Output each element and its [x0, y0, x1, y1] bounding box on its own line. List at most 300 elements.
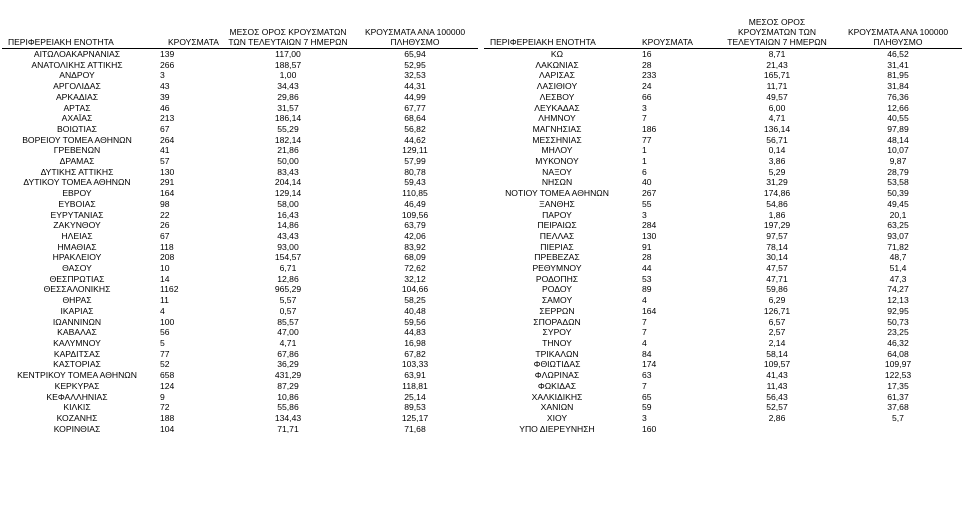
- region-cell: ΑΝΔΡΟΥ: [59, 70, 95, 81]
- avg7-cell: 11,43: [766, 380, 788, 391]
- per100k-cell: 12,66: [887, 102, 909, 113]
- region-cell: ΘΗΡΑΣ: [62, 295, 92, 306]
- header-cases: ΚΡΟΥΣΜΑΤΑ: [630, 4, 720, 49]
- table-row: [2, 60, 478, 71]
- cases-cell: 7: [642, 113, 647, 124]
- avg7-cell: 134,43: [274, 412, 302, 423]
- avg7-cell: 36,29: [277, 359, 299, 370]
- cases-cell: 14: [160, 273, 170, 284]
- per100k-cell: 53,58: [887, 177, 909, 188]
- avg7-cell: 129,14: [274, 188, 302, 199]
- region-cell: ΔΥΤΙΚΟΥ ΤΟΜΕΑ ΑΘΗΝΩΝ: [23, 177, 131, 188]
- cases-cell: 100: [160, 316, 175, 327]
- avg7-cell: 85,57: [277, 316, 299, 327]
- cases-cell: 7: [642, 316, 647, 327]
- table-row: [484, 231, 962, 242]
- avg7-cell: 54,86: [766, 198, 788, 209]
- cases-cell: 264: [160, 134, 175, 145]
- left-header-row: [2, 4, 478, 49]
- header-avg7: ΜΕΣΟΣ ΟΡΟΣ ΚΡΟΥΣΜΑΤΩΝ ΤΩΝ ΤΕΛΕΥΤΑΙΩΝ 7 ΗΜΕΡΩΝ: [720, 4, 834, 49]
- per100k-cell: 5,7: [892, 412, 904, 423]
- avg7-cell: 126,71: [763, 305, 791, 316]
- region-cell: ΜΥΚΟΝΟΥ: [535, 156, 579, 167]
- cases-cell: 188: [160, 412, 175, 423]
- avg7-cell: 154,57: [274, 252, 302, 263]
- per100k-cell: 104,66: [401, 284, 429, 295]
- table-row: [2, 231, 478, 242]
- header-avg7: ΜΕΣΟΣ ΟΡΟΣ ΚΡΟΥΣΜΑΤΩΝ ΤΩΝ ΤΕΛΕΥΤΑΙΩΝ 7 ΗΜΕΡΩΝ: [224, 4, 352, 49]
- avg7-cell: 2,86: [768, 412, 786, 423]
- per100k-cell: 25,14: [404, 391, 426, 402]
- per100k-cell: 46,49: [404, 198, 426, 209]
- per100k-cell: 67,77: [404, 102, 426, 113]
- cases-cell: 22: [160, 209, 170, 220]
- cases-cell: 213: [160, 113, 175, 124]
- cases-cell: 89: [642, 284, 652, 295]
- table-row: [484, 188, 962, 199]
- per100k-cell: 31,84: [887, 81, 909, 92]
- per100k-cell: 64,08: [887, 348, 909, 359]
- region-cell: ΠΡΕΒΕΖΑΣ: [534, 252, 580, 263]
- table-row: [2, 392, 478, 403]
- avg7-cell: 12,86: [277, 273, 299, 284]
- cases-cell: 4: [160, 305, 165, 316]
- table-row: [484, 284, 962, 295]
- avg7-cell: 4,71: [768, 113, 786, 124]
- per100k-cell: 68,09: [404, 252, 426, 263]
- region-cell: ΧΑΛΚΙΔΙΚΗΣ: [531, 391, 583, 402]
- region-cell: ΓΡΕΒΕΝΩΝ: [53, 145, 101, 156]
- region-cell: ΡΟΔΟΠΗΣ: [535, 273, 579, 284]
- table-row: [484, 177, 962, 188]
- avg7-cell: 50,00: [277, 156, 299, 167]
- cases-cell: 28: [642, 59, 652, 70]
- table-row: [484, 220, 962, 231]
- cases-cell: 9: [160, 391, 165, 402]
- per100k-cell: 28,79: [887, 166, 909, 177]
- cases-cell: 41: [160, 145, 170, 156]
- avg7-cell: 0,14: [768, 145, 786, 156]
- avg7-cell: 1,00: [279, 70, 297, 81]
- avg7-cell: 83,43: [277, 166, 299, 177]
- table-row: [484, 49, 962, 60]
- per100k-cell: 93,07: [887, 230, 909, 241]
- cases-cell: 53: [642, 273, 652, 284]
- region-cell: ΚΑΒΑΛΑΣ: [57, 327, 97, 338]
- region-cell: ΔΡΑΜΑΣ: [59, 156, 95, 167]
- region-cell: ΚΕΡΚΥΡΑΣ: [54, 380, 100, 391]
- per100k-cell: 76,36: [887, 91, 909, 102]
- table-row: [484, 274, 962, 285]
- region-cell: ΑΡΓΟΛΙΔΑΣ: [53, 81, 101, 92]
- cases-cell: 160: [642, 423, 657, 434]
- table-row: [2, 327, 478, 338]
- region-cell: ΒΟΡΕΙΟΥ ΤΟΜΕΑ ΑΘΗΝΩΝ: [22, 134, 132, 145]
- avg7-cell: 431,29: [274, 370, 302, 381]
- table-row: [484, 306, 962, 317]
- region-cell: ΚΑΣΤΟΡΙΑΣ: [53, 359, 101, 370]
- region-cell: ΑΝΑΤΟΛΙΚΗΣ ΑΤΤΙΚΗΣ: [31, 59, 123, 70]
- table-row: [484, 210, 962, 221]
- cases-cell: 98: [160, 198, 170, 209]
- cases-cell: 284: [642, 220, 657, 231]
- avg7-cell: 56,43: [766, 391, 788, 402]
- table-row: [2, 370, 478, 381]
- avg7-cell: 55,29: [277, 123, 299, 134]
- avg7-cell: 34,43: [277, 81, 299, 92]
- cases-cell: 65: [642, 391, 652, 402]
- avg7-cell: 47,00: [277, 327, 299, 338]
- region-cell: ΛΑΣΙΘΙΟΥ: [536, 81, 578, 92]
- per100k-cell: 103,33: [401, 359, 429, 370]
- avg7-cell: 29,86: [277, 91, 299, 102]
- per100k-cell: 47,3: [889, 273, 907, 284]
- table-row: [2, 220, 478, 231]
- per100k-cell: 109,97: [884, 359, 912, 370]
- cases-cell: 130: [642, 230, 657, 241]
- cases-cell: 4: [642, 337, 647, 348]
- per100k-cell: 59,56: [404, 316, 426, 327]
- table-row: [484, 124, 962, 135]
- per100k-cell: 20,1: [889, 209, 907, 220]
- per100k-cell: 80,78: [404, 166, 426, 177]
- avg7-cell: 6,57: [768, 316, 786, 327]
- region-cell: ΡΟΔΟΥ: [542, 284, 572, 295]
- avg7-cell: 182,14: [274, 134, 302, 145]
- avg7-cell: 0,57: [279, 305, 297, 316]
- region-cell: ΕΒΡΟΥ: [62, 188, 92, 199]
- region-cell: ΘΑΣΟΥ: [62, 263, 92, 274]
- region-cell: ΞΑΝΘΗΣ: [539, 198, 575, 209]
- table-row: [484, 156, 962, 167]
- table-row: [2, 424, 478, 435]
- cases-cell: 1: [642, 156, 647, 167]
- cases-cell: 77: [642, 134, 652, 145]
- avg7-cell: 965,29: [274, 284, 302, 295]
- cases-cell: 10: [160, 263, 170, 274]
- avg7-cell: 165,71: [763, 70, 791, 81]
- table-row: [2, 199, 478, 210]
- cases-cell: 39: [160, 91, 170, 102]
- right-table-body: [484, 49, 962, 435]
- per100k-cell: 40,48: [404, 305, 426, 316]
- region-cell: ΚΙΛΚΙΣ: [63, 402, 91, 413]
- table-row: [2, 349, 478, 360]
- cases-cell: 164: [642, 305, 657, 316]
- avg7-cell: 71,71: [277, 423, 299, 434]
- table-row: [2, 167, 478, 178]
- avg7-cell: 93,00: [277, 241, 299, 252]
- per100k-cell: 12,13: [887, 295, 909, 306]
- cases-cell: 5: [160, 337, 165, 348]
- cases-cell: 208: [160, 252, 175, 263]
- region-cell: ΗΜΑΘΙΑΣ: [57, 241, 97, 252]
- avg7-cell: 78,14: [766, 241, 788, 252]
- cases-cell: 130: [160, 166, 175, 177]
- table-row: [484, 81, 962, 92]
- avg7-cell: 197,29: [763, 220, 791, 231]
- table-row: [2, 92, 478, 103]
- cases-cell: 59: [642, 402, 652, 413]
- cases-cell: 291: [160, 177, 175, 188]
- region-cell: ΛΕΣΒΟΥ: [539, 91, 575, 102]
- per100k-cell: 89,53: [404, 402, 426, 413]
- region-cell: ΜΕΣΣΗΝΙΑΣ: [532, 134, 582, 145]
- region-cell: ΠΙΕΡΙΑΣ: [540, 241, 574, 252]
- cases-cell: 16: [642, 49, 652, 59]
- per100k-cell: 58,25: [404, 295, 426, 306]
- per100k-cell: 37,68: [887, 402, 909, 413]
- cases-cell: 233: [642, 70, 657, 81]
- per100k-cell: [834, 424, 962, 435]
- avg7-cell: 117,00: [275, 49, 301, 59]
- region-cell: ΗΛΕΙΑΣ: [61, 230, 93, 241]
- avg7-cell: 174,86: [763, 188, 791, 199]
- avg7-cell: 11,71: [766, 81, 788, 92]
- per100k-cell: 32,12: [404, 273, 426, 284]
- right-header-row: [484, 4, 962, 49]
- table-row: [484, 113, 962, 124]
- avg7-cell: 67,86: [277, 348, 299, 359]
- table-row: [2, 306, 478, 317]
- avg7-cell: 59,86: [766, 284, 788, 295]
- table-row: [2, 81, 478, 92]
- region-cell: ΝΗΣΩΝ: [541, 177, 573, 188]
- region-cell: ΤΡΙΚΑΛΩΝ: [535, 348, 579, 359]
- table-row: [2, 210, 478, 221]
- per100k-cell: 59,43: [404, 177, 426, 188]
- cases-cell: 52: [160, 359, 170, 370]
- table-row: [484, 135, 962, 146]
- per100k-cell: 65,94: [404, 49, 426, 59]
- avg7-cell: 2,57: [768, 327, 786, 338]
- region-cell: ΜΗΛΟΥ: [541, 145, 573, 156]
- table-row: [2, 135, 478, 146]
- per100k-cell: 10,07: [887, 145, 909, 156]
- cases-cell: 11: [160, 295, 169, 306]
- table-row: [484, 413, 962, 424]
- per100k-cell: 68,64: [404, 113, 426, 124]
- region-cell: ΒΟΙΩΤΙΑΣ: [57, 123, 97, 134]
- per100k-cell: 109,56: [401, 209, 429, 220]
- avg7-cell: 47,71: [766, 273, 788, 284]
- cases-cell: 3: [642, 209, 647, 220]
- avg7-cell: 14,86: [277, 220, 299, 231]
- avg7-cell: 55,86: [277, 402, 299, 413]
- cases-cell: 91: [642, 241, 652, 252]
- per100k-cell: 74,27: [887, 284, 909, 295]
- avg7-cell: 1,86: [768, 209, 786, 220]
- region-cell: ΤΗΝΟΥ: [542, 337, 572, 348]
- cases-cell: 3: [642, 102, 647, 113]
- cases-cell: 1: [642, 145, 647, 156]
- cases-cell: 40: [642, 177, 652, 188]
- header-region: ΠΕΡΙΦΕΡΕΙΑΚΗ ΕΝΟΤΗΤΑ: [2, 4, 152, 49]
- per100k-cell: 56,82: [404, 123, 426, 134]
- table-row: [2, 242, 478, 253]
- table-row: [2, 49, 478, 60]
- per100k-cell: 81,95: [887, 70, 909, 81]
- table-row: [484, 317, 962, 328]
- avg7-cell: 49,57: [766, 91, 788, 102]
- cases-cell: 3: [160, 70, 165, 81]
- region-cell: ΜΑΓΝΗΣΙΑΣ: [532, 123, 582, 134]
- cases-cell: 66: [642, 91, 652, 102]
- region-cell: ΚΩ: [550, 49, 564, 59]
- region-cell: ΠΑΡΟΥ: [542, 209, 572, 220]
- region-cell: ΚΑΛΥΜΝΟΥ: [53, 337, 101, 348]
- table-row: [484, 70, 962, 81]
- per100k-cell: 63,79: [404, 220, 426, 231]
- cases-cell: 44: [642, 263, 652, 274]
- region-cell: ΚΕΝΤΡΙΚΟΥ ΤΟΜΕΑ ΑΘΗΝΩΝ: [17, 370, 137, 381]
- per100k-cell: 31,41: [887, 59, 909, 70]
- cases-cell: 267: [642, 188, 657, 199]
- avg7-cell: 6,71: [279, 263, 297, 274]
- region-cell: ΦΩΚΙΔΑΣ: [537, 380, 577, 391]
- per100k-cell: 129,11: [402, 145, 428, 156]
- region-cell: ΣΑΜΟΥ: [541, 295, 573, 306]
- per100k-cell: 44,99: [404, 91, 426, 102]
- table-row: [2, 70, 478, 81]
- avg7-cell: 186,14: [274, 113, 302, 124]
- cases-cell: 104: [160, 423, 175, 434]
- cases-cell: 658: [160, 370, 175, 381]
- table-row: [2, 402, 478, 413]
- table-row: [484, 167, 962, 178]
- per100k-cell: 118,81: [402, 380, 428, 391]
- header-per100k: ΚΡΟΥΣΜΑΤΑ ΑΝΑ 100000 ΠΛΗΘΥΣΜΟ: [352, 4, 478, 49]
- table-row: [2, 413, 478, 424]
- table-row: [2, 284, 478, 295]
- region-cell: ΛΗΜΝΟΥ: [538, 113, 576, 124]
- avg7-cell: 136,14: [763, 123, 791, 134]
- table-row: [2, 103, 478, 114]
- table-row: [484, 370, 962, 381]
- region-cell: ΧΑΝΙΩΝ: [540, 402, 574, 413]
- avg7-cell: 21,43: [766, 59, 788, 70]
- per100k-cell: 44,31: [404, 81, 426, 92]
- region-cell: ΣΠΟΡΑΔΩΝ: [533, 316, 581, 327]
- per100k-cell: 50,39: [887, 188, 909, 199]
- table-row: [484, 359, 962, 370]
- per100k-cell: 50,73: [887, 316, 909, 327]
- per100k-cell: 92,95: [887, 305, 909, 316]
- avg7-cell: 109,57: [763, 359, 791, 370]
- per100k-cell: 110,85: [402, 188, 428, 199]
- right-table: [484, 4, 962, 434]
- table-row: [2, 188, 478, 199]
- per100k-cell: 71,82: [887, 241, 909, 252]
- avg7-cell: 5,29: [768, 166, 786, 177]
- table-row: [2, 113, 478, 124]
- per100k-cell: 71,68: [404, 423, 426, 434]
- cases-cell: 7: [642, 327, 647, 338]
- table-row: [484, 103, 962, 114]
- table-row: [484, 263, 962, 274]
- region-cell: ΚΕΦΑΛΛΗΝΙΑΣ: [46, 391, 108, 402]
- region-cell: ΕΥΒΟΙΑΣ: [58, 198, 96, 209]
- cases-cell: 43: [160, 81, 170, 92]
- region-cell: ΕΥΡΥΤΑΝΙΑΣ: [50, 209, 104, 220]
- cases-cell: 63: [642, 370, 652, 381]
- cases-cell: 46: [160, 102, 170, 113]
- cases-cell: 56: [160, 327, 170, 338]
- per100k-cell: 9,87: [889, 156, 907, 167]
- region-cell: ΚΟΡΙΝΘΙΑΣ: [53, 423, 101, 434]
- table-row: [484, 402, 962, 413]
- table-row: [484, 92, 962, 103]
- table-row: [484, 252, 962, 263]
- region-cell: ΘΕΣΠΡΩΤΙΑΣ: [49, 273, 105, 284]
- cases-cell: 118: [160, 241, 174, 252]
- per100k-cell: 67,82: [404, 348, 426, 359]
- avg7-cell: 6,29: [768, 295, 786, 306]
- cases-cell: 72: [160, 402, 170, 413]
- avg7-cell: 4,71: [279, 337, 297, 348]
- table-row: [2, 381, 478, 392]
- avg7-cell: 10,86: [277, 391, 299, 402]
- table-row: [2, 263, 478, 274]
- left-table-body: [2, 49, 478, 435]
- avg7-cell: [720, 424, 834, 435]
- per100k-cell: 44,83: [404, 327, 426, 338]
- avg7-cell: 56,71: [766, 134, 788, 145]
- per100k-cell: 122,53: [884, 370, 912, 381]
- avg7-cell: 43,43: [277, 230, 299, 241]
- avg7-cell: 87,29: [277, 380, 299, 391]
- avg7-cell: 31,29: [766, 177, 788, 188]
- table-row: [484, 424, 962, 435]
- cases-cell: 139: [160, 49, 175, 59]
- table-row: [484, 338, 962, 349]
- cases-cell: 1162: [160, 284, 179, 295]
- table-row: [484, 145, 962, 156]
- region-cell: ΚΑΡΔΙΤΣΑΣ: [53, 348, 101, 359]
- avg7-cell: 58,14: [766, 348, 788, 359]
- region-cell: ΥΠΟ ΔΙΕΡΕΥΝΗΣΗ: [519, 423, 595, 434]
- per100k-cell: 46,32: [887, 337, 909, 348]
- per100k-cell: 40,55: [887, 113, 909, 124]
- region-cell: ΦΛΩΡΙΝΑΣ: [534, 370, 580, 381]
- per100k-cell: 32,53: [404, 70, 426, 81]
- region-cell: ΠΕΙΡΑΙΩΣ: [537, 220, 577, 231]
- table-row: [484, 60, 962, 71]
- region-cell: ΙΩΑΝΝΙΝΩΝ: [52, 316, 102, 327]
- avg7-cell: 58,00: [277, 198, 299, 209]
- cases-cell: 124: [160, 380, 175, 391]
- region-cell: ΑΡΚΑΔΙΑΣ: [55, 91, 99, 102]
- avg7-cell: 21,86: [277, 145, 299, 156]
- avg7-cell: 2,14: [768, 337, 786, 348]
- cases-cell: 3: [642, 412, 647, 423]
- header-region: ΠΕΡΙΦΕΡΕΙΑΚΗ ΕΝΟΤΗΤΑ: [484, 4, 630, 49]
- table-row: [2, 156, 478, 167]
- region-cell: ΝΟΤΙΟΥ ΤΟΜΕΑ ΑΘΗΝΩΝ: [505, 188, 609, 199]
- region-cell: ΑΧΑΪΑΣ: [61, 113, 93, 124]
- region-cell: ΝΑΞΟΥ: [542, 166, 572, 177]
- table-row: [2, 295, 478, 306]
- avg7-cell: 5,57: [279, 295, 297, 306]
- region-cell: ΚΟΖΑΝΗΣ: [56, 412, 98, 423]
- avg7-cell: 47,57: [766, 263, 788, 274]
- table-row: [2, 359, 478, 370]
- avg7-cell: 52,57: [766, 402, 788, 413]
- region-cell: ΣΥΡΟΥ: [542, 327, 572, 338]
- avg7-cell: 41,43: [766, 370, 788, 381]
- region-cell: ΧΙΟΥ: [546, 412, 568, 423]
- cases-cell: 67: [160, 123, 170, 134]
